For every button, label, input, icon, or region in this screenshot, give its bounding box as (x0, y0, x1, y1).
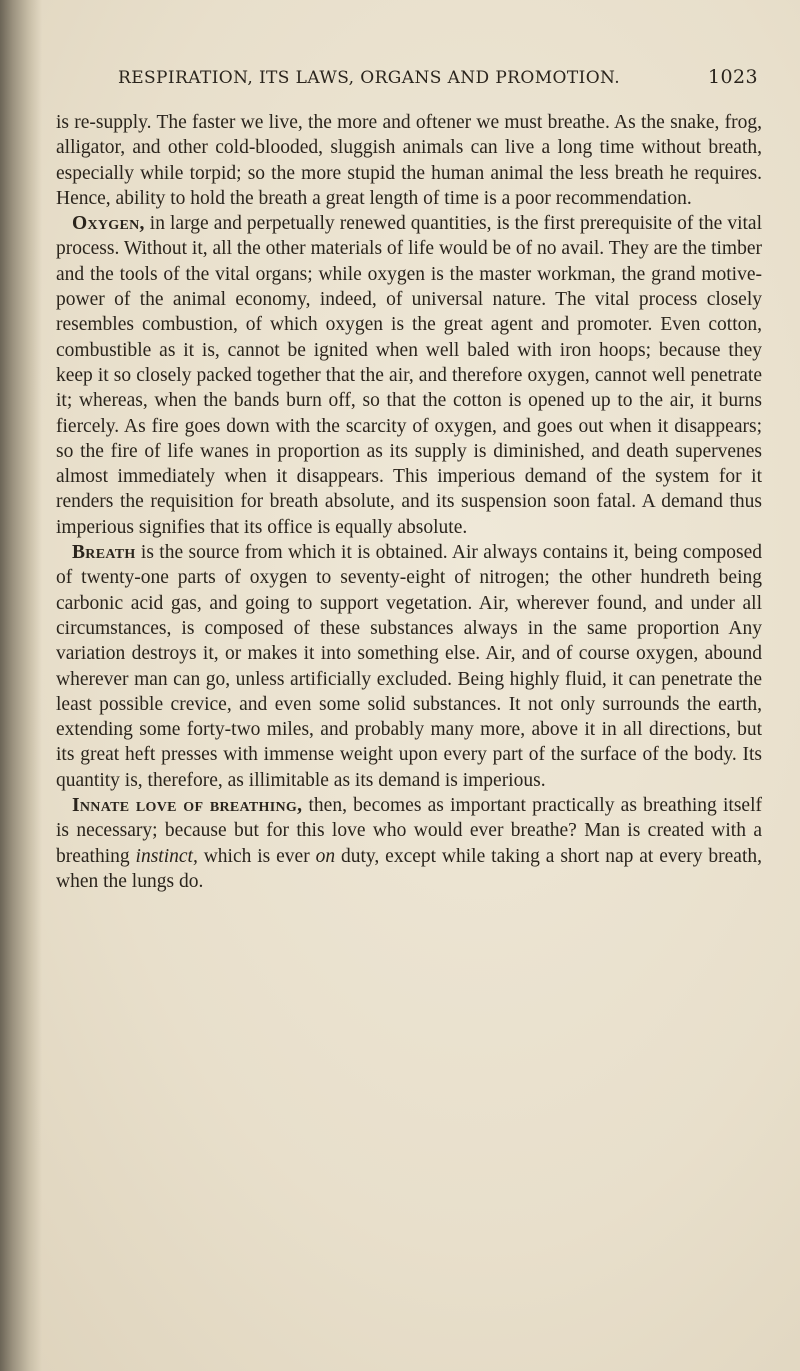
paragraph-text: is re-supply. The faster we live, the more and oftener we must breathe. As the snake, frog, alligator, and other cold-blooded, sluggish animals can live a long time without breath, especially while torpid; so the more stupid the human animal the less breath he requires. Hence, ability to hold the breath a great length of time is a poor recommendation. (56, 112, 762, 209)
paragraph-respiration-continued (56, 110, 762, 211)
paragraph-oxygen (56, 211, 762, 540)
paragraph-lead-innate-love: Innate love of breathing, (72, 795, 303, 817)
paragraph-breath (56, 540, 762, 793)
paragraph-lead-oxygen: Oxygen, (72, 213, 145, 235)
paragraph-text: duty, except while taking a short nap at every breath, when the lungs do. (56, 845, 763, 892)
emphasis-on: on (315, 845, 336, 867)
binding-shadow (0, 0, 42, 1371)
paragraph-text: then, becomes as important practically as breathing itself is necessary; because but for this love who would ever breathe? Man is created with a breathing (56, 795, 763, 867)
paragraph-text: which is ever (197, 845, 316, 867)
paragraph-text: in large and perpetually renewed quantities, is the first prerequisite of the vital process. Without it, all the other materials of life would be of no avail. They are the timber and the tools of the vital organs; while oxygen is the master workman, the grand motive-power of the animal economy, indeed, of universal nature. The vital process closely resembles combustion, of which oxygen is the great agent and promoter. Even cotton, combustible as it is, cannot be ignited when well baled with iron hoops; because they keep it so closely packed together that the air, and therefore oxygen, cannot well penetrate it; whereas, when the bands burn off, so that the cotton is opened up to the air, it burns fiercely. As fire goes down with the scarcity of oxygen, and goes out when it disappears; so the fire of life wanes in proportion as its supply is diminished, and death supervenes almost immediately when it disappears. This imperious demand of the system for it renders the requisition for breath absolute, and its suspension soon fatal. A demand thus imperious signifies that its office is equally absolute. (56, 213, 762, 538)
page-header (118, 62, 758, 96)
paragraph-text: is the source from which it is obtained. Air always contains it, being composed of twenty-one parts of oxygen to seventy-eight of nitrogen; the other hundreth being carbonic acid gas, and going to support vegetation. Air, wherever found, and under all circumstances, is composed of these substances always in the same proportion Any variation destroys it, or makes it into something else. Air, and of course oxygen, abound wherever man can go, unless artificially excluded. Being highly fluid, it can penetrate the least possible crevice, and even some solid substances. It not only surrounds the earth, extending some forty-two miles, and probably many more, above it in all directions, but its great heft presses with immense weight upon every part of the surface of the body. Its quantity is, therefore, as illimitable as its demand is imperious. (56, 542, 762, 791)
page-number: 1023 (708, 66, 758, 88)
paragraph-innate-love (56, 793, 762, 894)
running-title: RESPIRATION, ITS LAWS, ORGANS AND PROMOTION. (118, 68, 621, 88)
body-text (56, 110, 762, 894)
emphasis-instinct: instinct, (135, 845, 198, 867)
paragraph-lead-breath: Breath (72, 542, 136, 564)
